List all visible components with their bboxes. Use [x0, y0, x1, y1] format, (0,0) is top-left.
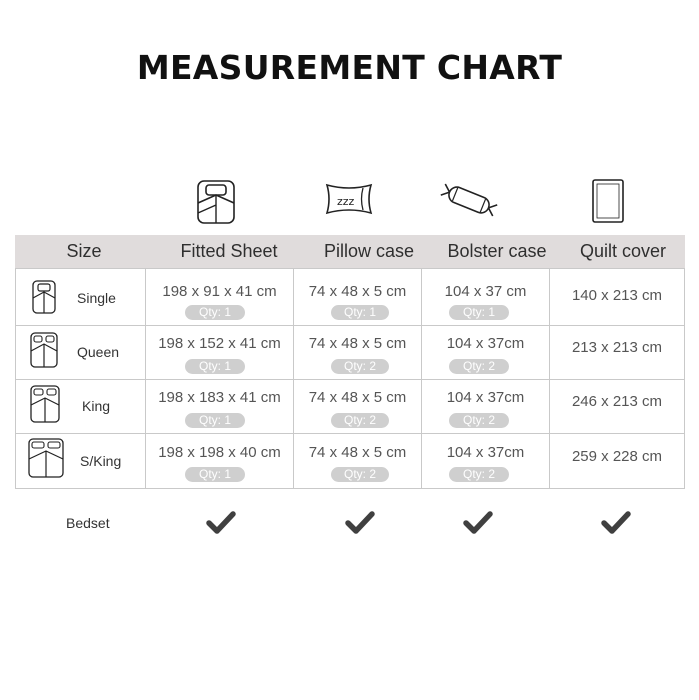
fitted-sheet-icon — [196, 179, 236, 225]
size-label-king: King — [82, 398, 111, 414]
size-label-s-king: S/King — [80, 453, 122, 469]
fitted-qty-queen: Qty: 1 — [185, 359, 245, 374]
row-divider — [15, 379, 685, 380]
fitted-dim-king: 198 x 183 x 41 cm — [158, 389, 281, 406]
quilt-dim-king: 246 x 213 cm — [571, 393, 663, 410]
pillow-qty-queen: Qty: 2 — [331, 359, 389, 374]
fitted-qty-king: Qty: 1 — [185, 413, 245, 428]
page-title: MEASUREMENT CHART — [136, 48, 563, 87]
super-king-bed-icon — [28, 438, 64, 478]
quilt-dim-single: 140 x 213 cm — [571, 287, 663, 304]
fitted-qty-single: Qty: 1 — [185, 305, 245, 320]
checkmark-icon — [206, 510, 236, 536]
quilt-dim-s-king: 259 x 228 cm — [571, 448, 663, 465]
pillow-qty-s-king: Qty: 2 — [331, 467, 389, 482]
size-label-single: Single — [77, 290, 116, 306]
queen-bed-icon — [30, 332, 58, 368]
fitted-dim-queen: 198 x 152 x 41 cm — [158, 335, 281, 352]
single-bed-icon — [32, 280, 56, 314]
bolster-qty-king: Qty: 2 — [449, 413, 509, 428]
bolster-qty-s-king: Qty: 2 — [449, 467, 509, 482]
bolster-dim-s-king: 104 x 37cm — [446, 444, 525, 461]
header-size: Size — [66, 241, 102, 261]
pillow-icon — [323, 181, 375, 217]
table-header-row — [15, 235, 685, 268]
quilt-cover-icon — [591, 178, 625, 224]
checkmark-icon — [345, 510, 375, 536]
quilt-dim-queen: 213 x 213 cm — [571, 339, 663, 356]
header-fitted-sheet: Fitted Sheet — [180, 241, 278, 261]
bolster-qty-queen: Qty: 2 — [449, 359, 509, 374]
pillow-dim-queen: 74 x 48 x 5 cm — [308, 335, 407, 352]
size-label-queen: Queen — [77, 344, 120, 360]
header-bolster-case: Bolster case — [447, 241, 547, 261]
fitted-qty-s-king: Qty: 1 — [185, 467, 245, 482]
checkmark-icon — [601, 510, 631, 536]
pillow-dim-king: 74 x 48 x 5 cm — [308, 389, 407, 406]
fitted-dim-single: 198 x 91 x 41 cm — [162, 283, 277, 300]
bolster-dim-queen: 104 x 37cm — [446, 335, 525, 352]
bolster-icon — [438, 178, 500, 222]
bolster-dim-king: 104 x 37cm — [446, 389, 525, 406]
header-pillow-case: Pillow case — [323, 241, 415, 261]
row-divider — [15, 325, 685, 326]
header-quilt-cover: Quilt cover — [579, 241, 667, 261]
checkmark-icon — [463, 510, 493, 536]
pillow-qty-king: Qty: 2 — [331, 413, 389, 428]
row-divider — [15, 433, 685, 434]
pillow-zzz-text: zzz — [337, 195, 355, 208]
pillow-dim-single: 74 x 48 x 5 cm — [308, 283, 407, 300]
bolster-qty-single: Qty: 1 — [449, 305, 509, 320]
pillow-dim-s-king: 74 x 48 x 5 cm — [308, 444, 407, 461]
king-bed-icon — [30, 385, 60, 423]
bedset-label: Bedset — [66, 515, 110, 531]
fitted-dim-s-king: 198 x 198 x 40 cm — [158, 444, 281, 461]
bolster-dim-single: 104 x 37 cm — [444, 283, 527, 300]
pillow-qty-single: Qty: 1 — [331, 305, 389, 320]
